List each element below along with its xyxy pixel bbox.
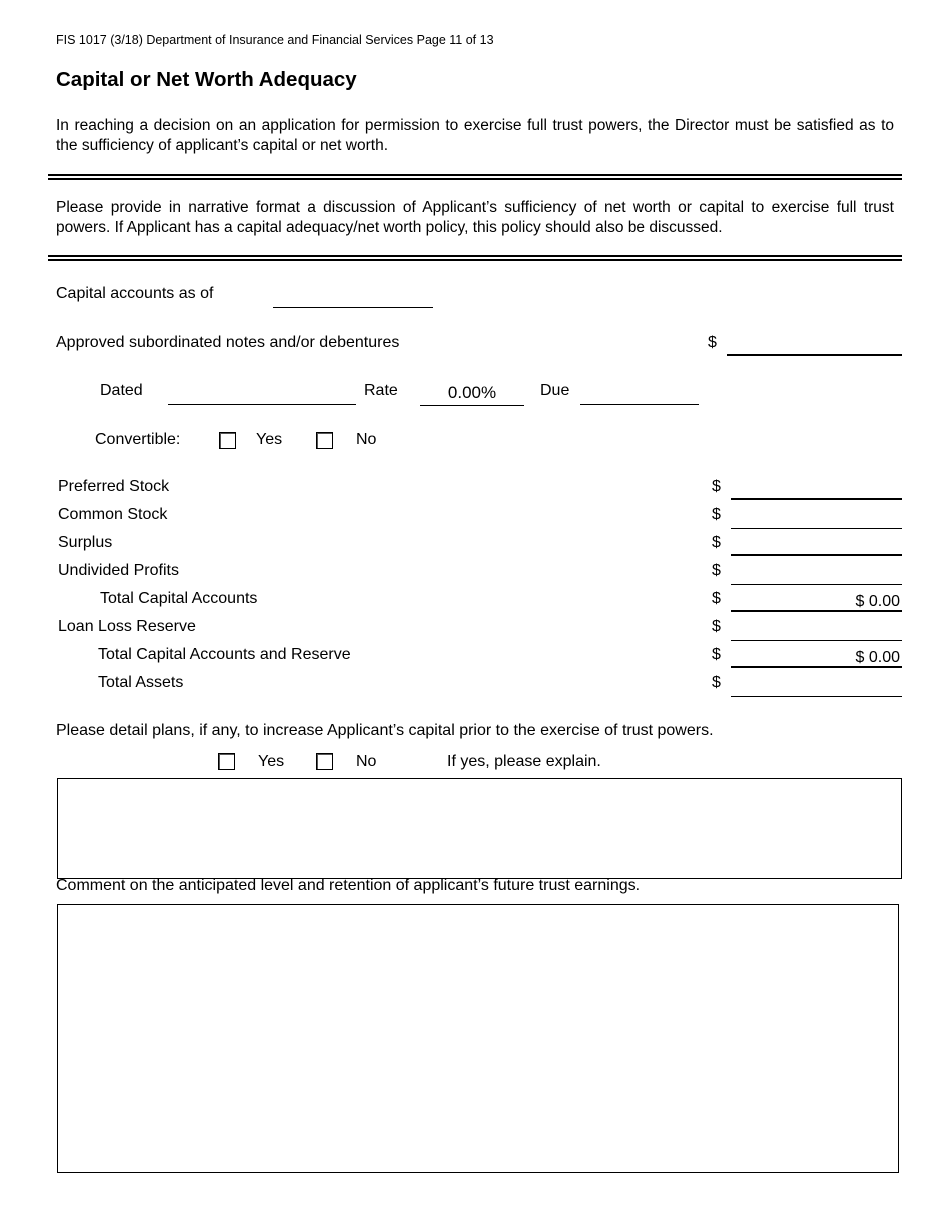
subordinated-notes-amount-field[interactable] <box>727 336 902 356</box>
surplus-currency: $ <box>712 534 721 551</box>
plans-explanation-textarea[interactable] <box>57 778 902 879</box>
convertible-yes-checkbox[interactable] <box>219 432 236 449</box>
page-title: Capital or Net Worth Adequacy <box>56 68 357 91</box>
total-capital-and-reserve-currency: $ <box>712 646 721 663</box>
capital-accounts-as-of-label: Capital accounts as of <box>56 285 214 302</box>
convertible-label: Convertible: <box>95 431 181 448</box>
common-stock-field[interactable] <box>731 509 902 529</box>
due-field[interactable] <box>580 385 699 405</box>
total-assets-label: Total Assets <box>98 674 184 691</box>
total-capital-accounts-currency: $ <box>712 590 721 607</box>
earnings-question: Comment on the anticipated level and retention of applicant’s future trust earnings. <box>56 877 641 894</box>
intro-paragraph: In reaching a decision on an application for permission to exercise full trust powers, the Director must be satisfied as to the sufficiency of applicant’s capital or net worth. <box>56 117 894 154</box>
total-capital-and-reserve-label: Total Capital Accounts and Reserve <box>98 646 351 663</box>
preferred-stock-label: Preferred Stock <box>58 478 170 495</box>
undivided-profits-currency: $ <box>712 562 721 579</box>
plans-no-label: No <box>356 753 377 770</box>
common-stock-label: Common Stock <box>58 506 168 523</box>
rate-field[interactable]: 0.00% <box>420 382 524 406</box>
total-capital-and-reserve-field[interactable]: $ 0.00 <box>731 648 902 668</box>
plans-explain-label: If yes, please explain. <box>447 753 601 770</box>
undivided-profits-field[interactable] <box>731 565 902 585</box>
plans-question: Please detail plans, if any, to increase Applicant’s capital prior to the exercise of trust powers. <box>56 722 714 739</box>
total-assets-field[interactable] <box>731 677 902 697</box>
total-assets-currency: $ <box>712 674 721 691</box>
preferred-stock-currency: $ <box>712 478 721 495</box>
preferred-stock-field[interactable] <box>731 480 902 500</box>
form-header: FIS 1017 (3/18) Department of Insurance and Financial Services Page 11 of 13 <box>56 33 494 47</box>
common-stock-currency: $ <box>712 506 721 523</box>
subordinated-currency: $ <box>708 334 717 351</box>
convertible-no-checkbox[interactable] <box>316 432 333 449</box>
surplus-field[interactable] <box>731 536 902 556</box>
plans-yes-checkbox[interactable] <box>218 753 235 770</box>
convertible-no-label: No <box>356 431 377 448</box>
loan-loss-reserve-label: Loan Loss Reserve <box>58 618 196 635</box>
due-label: Due <box>540 382 570 399</box>
loan-loss-reserve-field[interactable] <box>731 621 902 641</box>
loan-loss-reserve-currency: $ <box>712 618 721 635</box>
total-capital-accounts-field[interactable]: $ 0.00 <box>731 592 902 612</box>
dated-field[interactable] <box>168 385 356 405</box>
section-divider <box>48 255 902 261</box>
convertible-yes-label: Yes <box>256 431 283 448</box>
capital-accounts-date-field[interactable] <box>273 288 433 308</box>
total-capital-accounts-label: Total Capital Accounts <box>100 590 258 607</box>
section-divider <box>48 174 902 180</box>
subordinated-notes-label: Approved subordinated notes and/or debentures <box>56 334 400 351</box>
dated-label: Dated <box>100 382 143 399</box>
rate-label: Rate <box>364 382 398 399</box>
plans-yes-label: Yes <box>258 753 285 770</box>
earnings-comment-textarea[interactable] <box>57 904 899 1173</box>
instruction-paragraph: Please provide in narrative format a discussion of Applicant’s sufficiency of net worth or capital to exercise full trust powers. If Applicant has a capital adequacy/net worth policy, this policy should also be discussed. <box>56 199 894 236</box>
undivided-profits-label: Undivided Profits <box>58 562 179 579</box>
plans-no-checkbox[interactable] <box>316 753 333 770</box>
surplus-label: Surplus <box>58 534 113 551</box>
